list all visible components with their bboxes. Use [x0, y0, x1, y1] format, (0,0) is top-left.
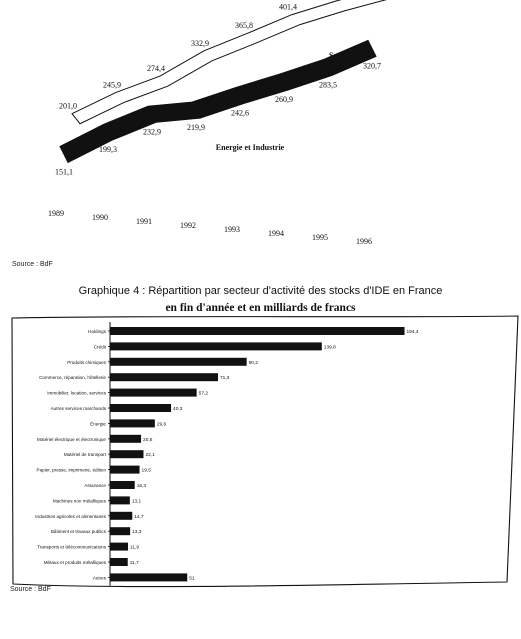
bar-value-label: 57,2 [198, 391, 209, 397]
bar [110, 435, 141, 443]
data-label-energie: 199,3 [99, 145, 117, 155]
series-label-energie: Energie et Industrie [215, 143, 285, 152]
bar [110, 558, 128, 566]
category-label: Métaux et produits métalliques [43, 560, 106, 565]
bar-value-label: 19,5 [141, 468, 151, 474]
bar-value-label: 22,1 [145, 453, 155, 459]
bar [110, 573, 187, 581]
category-label: Produits chimiques [67, 359, 106, 365]
category-label: Transports et télécommunications [37, 544, 106, 550]
data-label-energie: 260,9 [275, 95, 293, 105]
category-label: Énergie [90, 421, 106, 427]
data-label-services: 274,4 [147, 64, 165, 74]
bar-value-label: 40,3 [173, 407, 183, 412]
bar [110, 373, 218, 381]
category-label: Assurance [84, 483, 106, 488]
bar-value-label: 14,7 [134, 514, 144, 520]
bar-value-label: 16,3 [136, 484, 147, 489]
bar [110, 543, 128, 551]
category-label: Bâtiment et travaux publics [50, 529, 106, 535]
bar-value-label: 11,7 [129, 561, 139, 566]
bar-value-label: 13,3 [132, 530, 142, 536]
data-label-services: 401,4 [279, 2, 297, 12]
bar [110, 342, 322, 350]
data-label-energie: 232,9 [143, 127, 161, 137]
bar-value-label: 51 [189, 576, 195, 582]
bar [110, 496, 130, 504]
bar [110, 404, 171, 412]
category-label: Industries agricoles et alimentaires [35, 513, 106, 519]
bar-value-label: 13,1 [131, 499, 142, 505]
data-label-energie: 151,1 [55, 167, 73, 177]
category-label: Machines non métalliques [52, 498, 106, 504]
bar-value-label: 20,5 [143, 437, 153, 443]
x-tick-label: 1995 [312, 233, 328, 242]
bar [110, 327, 405, 335]
x-tick-label: 1994 [268, 229, 284, 238]
bar [110, 450, 143, 458]
chart-title: Graphique 4 : Répartition par secteur d'activité des stocks d'IDE en France [78, 285, 443, 297]
bar [110, 512, 132, 520]
x-tick-label: 1989 [48, 209, 64, 218]
bar [110, 358, 247, 366]
bar-value-label: 139,8 [323, 345, 336, 351]
x-tick-label: 1993 [224, 225, 240, 234]
bar-value-label: 29,6 [156, 422, 167, 428]
bar-value-label: 11,9 [130, 545, 140, 551]
bar-chart [0, 314, 521, 599]
data-label-energie: 219,9 [187, 123, 205, 133]
x-tick-label: 1996 [356, 237, 372, 246]
category-label: Autres [92, 575, 106, 581]
series-label-services: Services [329, 51, 357, 60]
data-label-energie: 283,5 [319, 80, 337, 90]
bar-value-label: 90,2 [248, 360, 258, 366]
x-tick-label: 1991 [136, 217, 152, 226]
data-label-services: 332,9 [191, 38, 209, 48]
data-label-energie: 242,6 [231, 108, 249, 118]
bar [110, 481, 135, 489]
chart-subtitle: en fin d'année et en milliards de francs [165, 302, 356, 314]
category-label: Matériel de transport [63, 452, 106, 458]
category-label: Crédit [93, 344, 106, 350]
category-label: Papier, presse, imprimerie, édition [36, 467, 106, 473]
data-label-services: 245,9 [103, 80, 121, 90]
x-tick-label: 1990 [92, 213, 108, 222]
category-label: Autres services marchands [50, 406, 106, 411]
ribbon-chart [0, 0, 521, 270]
x-tick-label: 1992 [180, 221, 196, 230]
category-label: Matériel électrique et électronique [37, 436, 106, 442]
bar-value-label: 71,3 [220, 376, 230, 382]
data-label-services: 365,8 [235, 21, 253, 31]
source-note-top: Source : BdF [12, 261, 53, 268]
bar [110, 389, 197, 397]
category-label: Immobilier, location, services [47, 390, 106, 396]
bar [110, 527, 130, 535]
bar-value-label: 194,4 [406, 330, 419, 335]
category-label: Holdings [88, 329, 106, 334]
category-label: Commerce, réparation, hôtellerie [39, 375, 106, 381]
data-label-energie: 320,7 [363, 61, 381, 71]
bar [110, 419, 155, 427]
data-label-services: 201,0 [59, 101, 77, 111]
bar [110, 466, 140, 474]
source-note-bottom: Source : BdF [10, 586, 51, 593]
